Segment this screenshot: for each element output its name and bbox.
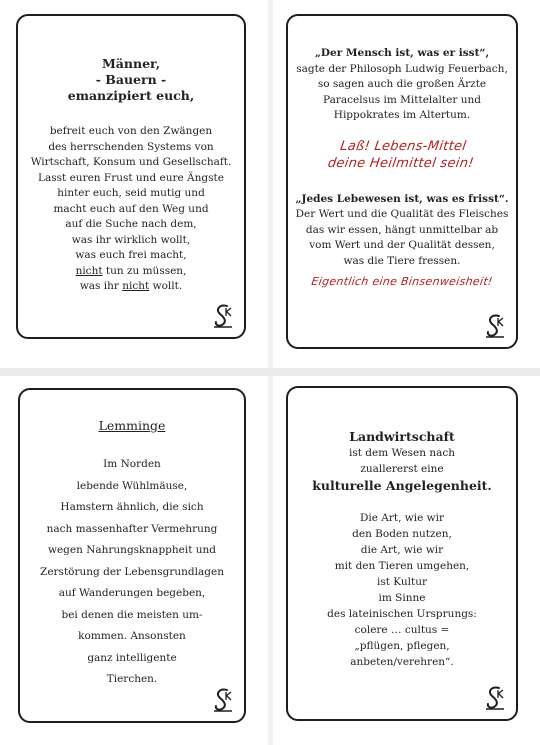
text-line: was euch frei macht, bbox=[75, 249, 187, 261]
text-line: befreit euch von den Zwängen bbox=[49, 125, 213, 137]
card-lemminge-body bbox=[20, 454, 244, 691]
card-landwirtschaft-heading bbox=[288, 428, 516, 494]
text-line: zuallererst eine bbox=[360, 463, 444, 475]
text-line: Tierchen. bbox=[106, 673, 158, 685]
text-line: Die Art, wie wir bbox=[359, 512, 445, 524]
text-line: ist dem Wesen nach bbox=[348, 447, 456, 459]
title-line: emanzipiert euch, bbox=[67, 88, 195, 103]
text-line bbox=[18, 279, 244, 295]
text-line: Lasst euren Frust und eure Ängste bbox=[38, 171, 224, 184]
handwritten-line: Eigentlich eine Binsenweisheit! bbox=[310, 275, 494, 288]
text-line: anbeten/verehren“. bbox=[350, 656, 454, 668]
quote-heading: „Jedes Lebewesen ist, was es frisst“. bbox=[295, 192, 509, 205]
text-line: das wir essen, hängt unmittelbar ab bbox=[305, 223, 499, 236]
quote-heading: „Der Mensch ist, was er isst“, bbox=[314, 47, 490, 59]
text-line bbox=[18, 264, 244, 280]
sheet-gap-vertical-top bbox=[268, 0, 273, 368]
text-line: sagte der Philosoph Ludwig Feuerbach, bbox=[296, 62, 508, 75]
text-line: colere … cultus = bbox=[354, 624, 450, 636]
text-line: ganz intelligente bbox=[87, 651, 177, 664]
text-line: den Boden nutzen, bbox=[352, 528, 452, 540]
handwritten-note-1 bbox=[286, 138, 519, 172]
text-line: Der Wert und die Qualität des Fleisches bbox=[295, 208, 509, 220]
text-line: Zerstörung der Lebensgrundlagen bbox=[40, 565, 224, 578]
title-line: Männer, bbox=[101, 56, 161, 71]
text-line: nach massenhafter Vermehrung bbox=[46, 522, 218, 535]
text-line: ist Kultur bbox=[376, 576, 428, 588]
sheet-gap-horizontal bbox=[0, 368, 540, 376]
sk-logo-icon bbox=[484, 313, 506, 339]
text-fragment: wollt. bbox=[149, 280, 183, 292]
text-line: Wirtschaft, Konsum und Gesellschaft. bbox=[30, 156, 232, 168]
text-line: mit den Tieren umgehen, bbox=[334, 560, 470, 572]
text-line: im Sinne bbox=[378, 592, 426, 604]
underlined-word: nicht bbox=[122, 280, 150, 292]
title-line: - Bauern - bbox=[95, 72, 167, 87]
text-line: auf Wanderungen begeben, bbox=[58, 587, 206, 599]
card-feuerbach-quote2 bbox=[288, 192, 516, 270]
text-line: kommen. Ansonsten bbox=[78, 630, 186, 642]
text-line: was ihr wirklich wollt, bbox=[71, 233, 191, 246]
card-maenner-body bbox=[18, 124, 244, 295]
text-line: des lateinischen Ursprungs: bbox=[327, 608, 477, 620]
text-line: lebende Wühlmäuse, bbox=[76, 479, 188, 492]
text-line: auf die Suche nach dem, bbox=[65, 218, 197, 230]
card-lemminge-title: Lemminge bbox=[98, 418, 166, 433]
text-line: macht euch auf den Weg und bbox=[53, 202, 209, 215]
underlined-word: nicht bbox=[75, 264, 103, 277]
text-line: was die Tiere fressen. bbox=[343, 254, 461, 267]
card-lemminge bbox=[18, 388, 246, 723]
text-line: „pflügen, pflegen, bbox=[354, 640, 450, 652]
text-line: bei denen die meisten um- bbox=[61, 608, 203, 621]
text-fragment: tun zu müssen, bbox=[102, 264, 187, 277]
handwritten-line: deine Heilmittel sein! bbox=[326, 155, 475, 171]
text-line: so sagen auch die großen Ärzte bbox=[317, 78, 487, 90]
sheet-gap-vertical-bottom bbox=[268, 376, 273, 745]
text-line: Hamstern ähnlich, die sich bbox=[60, 501, 204, 513]
text-line: hinter euch, seid mutig und bbox=[57, 187, 205, 199]
handwritten-note-2 bbox=[287, 275, 517, 289]
card-feuerbach-quote1 bbox=[288, 46, 516, 124]
text-line: wegen Nahrungsknappheit und bbox=[47, 544, 217, 556]
card-landwirtschaft-body bbox=[288, 510, 516, 670]
text-line: die Art, wie wir bbox=[360, 544, 444, 556]
emphasis-line: kulturelle Angelegenheit. bbox=[312, 478, 492, 493]
card-landwirtschaft-title: Landwirtschaft bbox=[349, 429, 455, 444]
card-maenner-title bbox=[18, 56, 244, 104]
text-line: Hippokrates im Altertum. bbox=[333, 109, 471, 121]
handwritten-line: Laß! Lebens-Mittel bbox=[339, 138, 468, 154]
text-fragment: was ihr bbox=[79, 280, 123, 292]
text-line: Paracelsus im Mittelalter und bbox=[323, 93, 481, 106]
text-line: des herrschenden Systems von bbox=[48, 140, 214, 153]
card-landwirtschaft bbox=[286, 386, 518, 721]
card-maenner bbox=[16, 14, 246, 339]
text-line: Im Norden bbox=[103, 458, 161, 470]
sk-logo-icon bbox=[212, 687, 234, 713]
sk-logo-icon bbox=[484, 685, 506, 711]
text-line: vom Wert und der Qualität dessen, bbox=[309, 239, 495, 251]
sk-logo-icon bbox=[212, 303, 234, 329]
card-feuerbach bbox=[286, 14, 518, 349]
